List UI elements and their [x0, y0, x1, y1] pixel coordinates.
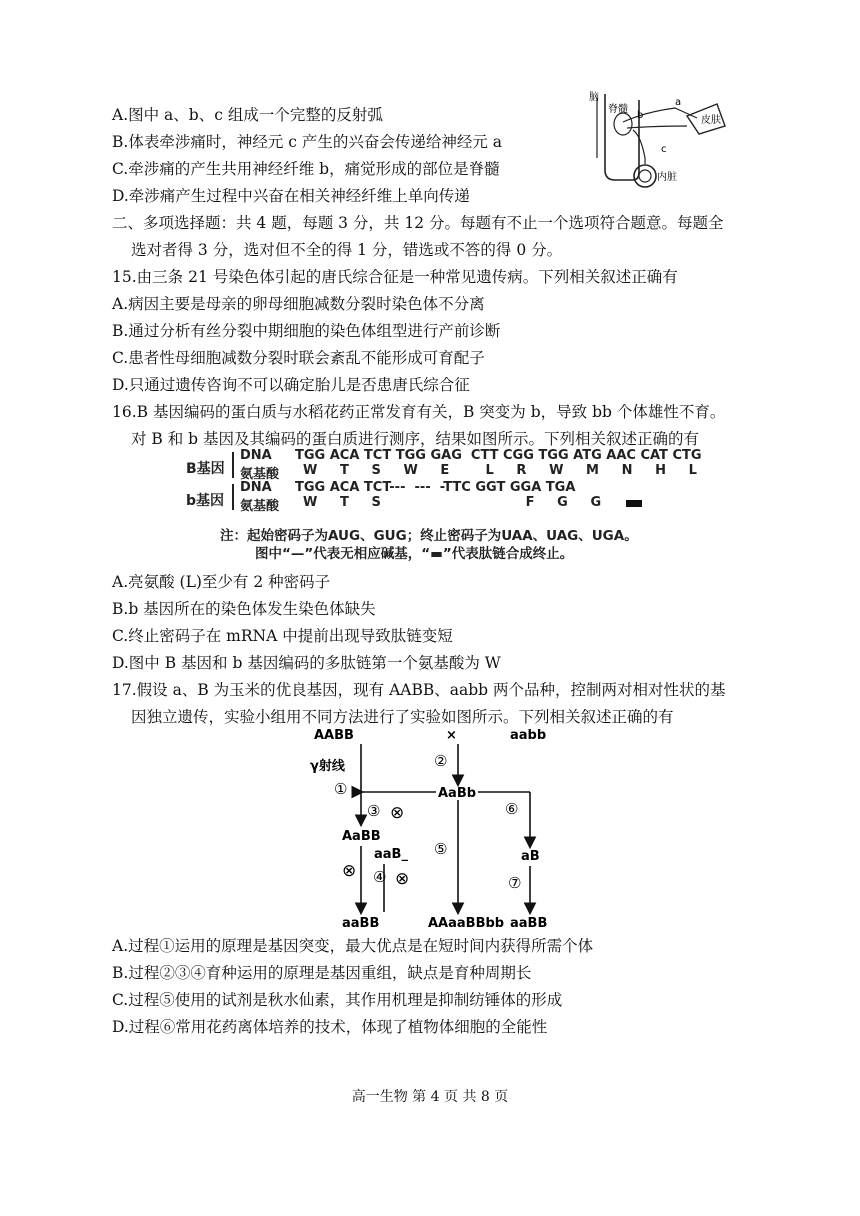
q15-option-b: B.通过分析有丝分裂中期细胞的染色体组型进行产前诊断: [112, 322, 501, 340]
b-gene-label: b基因: [186, 493, 225, 509]
label-gamma: γ射线: [310, 759, 345, 774]
label-aaBB-right: aaBB: [510, 916, 548, 931]
selfing-icon-3: ⊗: [395, 869, 410, 889]
breeding-diagram: [300, 726, 600, 936]
q15-option-c: C.患者性母细胞减数分裂时联会紊乱不能形成可育配子: [112, 349, 485, 367]
q16-option-d: D.图中 B 基因和 b 基因编码的多肽链第一个氨基酸为 W: [112, 654, 501, 672]
label-AABB: AABB: [314, 728, 354, 743]
label-viscera: 内脏: [657, 172, 677, 183]
label-aaB: aaB_: [374, 847, 408, 862]
B-aa-label: 氨基酸: [240, 467, 280, 482]
q16-option-b: B.b 基因所在的染色体发生染色体缺失: [112, 600, 376, 618]
b-bracket: [232, 484, 234, 510]
q17-option-a: A.过程①运用的原理是基因突变，最大优点是在短时间内获得所需个体: [112, 937, 594, 955]
q15-option-d: D.只通过遗传咨询不可以确定胎儿是否患唐氏综合征: [112, 376, 470, 394]
B-gene-label: B基因: [186, 461, 225, 477]
label-a: a: [675, 97, 682, 108]
label-AAaaBBbb: AAaaBBbb: [428, 916, 505, 931]
figure-note-2: 图中“—”代表无相应碱基，“▬”代表肽链合成终止。: [255, 546, 574, 562]
section2-line2: 选对者得 3 分，选对但不全的得 1 分，错选或不答的得 0 分。: [131, 241, 563, 259]
stop-marker: [626, 500, 642, 507]
step-4-label: ④: [373, 868, 387, 886]
q14-option-b: B.体表牵涉痛时，神经元 c 产生的兴奋会传递给神经元 a: [112, 133, 503, 151]
step-1-label: ①: [334, 780, 348, 798]
step-3-label: ③: [367, 802, 381, 820]
selfing-icon-1: ⊗: [390, 803, 405, 823]
q14-option-d: D.牵涉痛产生过程中兴奋在相关神经纤维上单向传递: [112, 187, 470, 205]
q17-stem-line1: 17.假设 a、B 为玉米的优良基因，现有 AABB、aabb 两个品种，控制两对相对性状的基: [112, 681, 726, 699]
label-skin: 皮肤: [701, 115, 721, 126]
step-6-label: ⑥: [505, 800, 519, 818]
q16-option-c: C.终止密码子在 mRNA 中提前出现导致肽链变短: [112, 627, 453, 645]
q17-option-b: B.过程②③④育种运用的原理是基因重组，缺点是育种周期长: [112, 964, 532, 982]
label-aB: aB: [521, 849, 540, 864]
selfing-icon-2: ⊗: [342, 861, 357, 881]
b-dna-label: DNA: [240, 480, 272, 495]
label-aabb: aabb: [510, 728, 547, 743]
step-7-label: ⑦: [508, 874, 522, 892]
q17-stem-line2: 因独立遗传，实验小组用不同方法进行了实验如图所示。下列相关叙述正确的有: [131, 708, 674, 726]
q14-option-a: A.图中 a、b、c 组成一个完整的反射弧: [112, 106, 383, 124]
nerve-b: [627, 126, 687, 128]
b-dna-sequence: TGG ACA TCT--- --- -TTC GGT GGA TGA: [295, 480, 576, 495]
viscera-icon: [634, 165, 656, 187]
label-spinal-cord: 脊髓: [608, 104, 628, 115]
label-AaBb: AaBb: [438, 786, 477, 801]
step-5-label: ⑤: [434, 840, 448, 858]
B-aa-sequence: W T S W E L R W M N H L: [303, 463, 697, 478]
q14-option-c: C.牵涉痛的产生共用神经纤维 b，痛觉形成的部位是脊髓: [112, 160, 500, 178]
step-2-label: ②: [434, 752, 448, 770]
q16-option-a: A.亮氨酸 (L)至少有 2 种密码子: [112, 573, 331, 591]
neural-pathway-diagram: [575, 88, 735, 208]
q15-option-a: A.病因主要是母亲的卵母细胞减数分裂时染色体不分离: [112, 295, 485, 313]
label-aaBB-left: aaBB: [342, 916, 380, 931]
page-footer: 高一生物 第 4 页 共 8 页: [351, 1089, 509, 1105]
label-brain: 脑: [589, 92, 599, 103]
nerve-a: [623, 108, 697, 122]
sequence-figure: [180, 448, 702, 562]
q16-stem-line2: 对 B 和 b 基因及其编码的蛋白质进行测序，结果如图所示。下列相关叙述正确的有: [131, 430, 700, 448]
q17-option-d: D.过程⑥常用花药离体培养的技术，体现了植物体细胞的全能性: [112, 1018, 548, 1036]
label-b: b: [637, 110, 644, 121]
section2-line1: 二、多项选择题：共 4 题，每题 3 分，共 12 分。每题有不止一个选项符合题意。每题全: [112, 214, 724, 232]
b-aa-label: 氨基酸: [240, 499, 280, 514]
b-aa-sequence: W T S F G G: [303, 495, 602, 510]
figure-note-1: 注：起始密码子为AUG、GUG；终止密码子为UAA、UAG、UGA。: [220, 528, 638, 544]
q17-option-c: C.过程⑤使用的试剂是秋水仙素，其作用机理是抑制纺锤体的形成: [112, 991, 563, 1009]
label-c: c: [661, 144, 667, 155]
B-dna-sequence: TGG ACA TCT TGG GAG CTT CGG TGG ATG AAC CAT CTG: [295, 448, 702, 463]
B-dna-label: DNA: [240, 448, 272, 463]
B-bracket: [232, 452, 234, 478]
q15-stem: 15.由三条 21 号染色体引起的唐氏综合征是一种常见遗传病。下列相关叙述正确有: [112, 268, 678, 286]
q16-stem-line1: 16.B 基因编码的蛋白质与水稻花药正常发育有关，B 突变为 b，导致 bb 个体雄性不育。: [112, 403, 726, 421]
label-cross: ×: [446, 728, 457, 743]
label-AaBB: AaBB: [342, 829, 381, 844]
